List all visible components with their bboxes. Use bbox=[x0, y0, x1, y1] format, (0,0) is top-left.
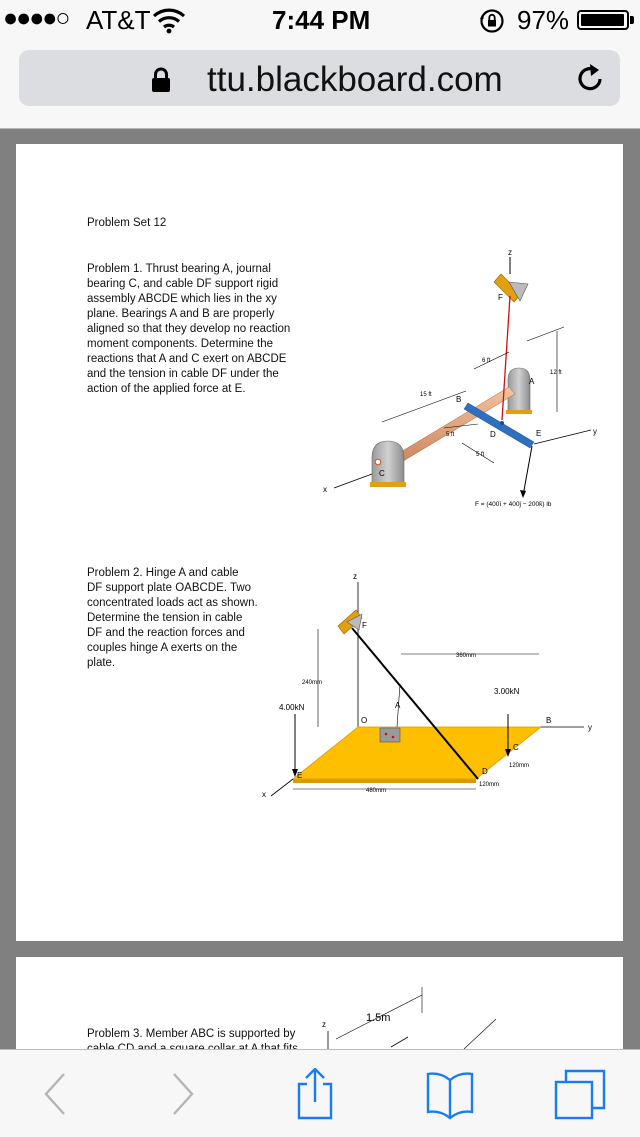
point-o-label: O bbox=[361, 716, 368, 725]
force-label: F = (400ī + 400ĵ − 200k̄) lb bbox=[475, 501, 552, 508]
point-d-label: D bbox=[490, 430, 496, 439]
battery-icon bbox=[577, 10, 629, 30]
dim-120a-label: 120mm bbox=[509, 763, 530, 769]
problem-1-line: action of the applied force at E. bbox=[87, 383, 246, 395]
dim-line bbox=[464, 1019, 496, 1049]
point-e-label: E bbox=[297, 771, 303, 780]
problem-1-line: Problem 1. Thrust bearing A, journal bbox=[87, 263, 271, 275]
carrier-name: AT&T bbox=[86, 5, 151, 35]
problem-set-title: Problem Set 12 bbox=[87, 217, 167, 229]
dim-6ft bbox=[474, 352, 509, 369]
dim-5ft-a-label: 5 ft bbox=[446, 432, 455, 438]
problem-1-line: reactions that A and C exert on ABCDE bbox=[87, 353, 287, 365]
problem-2-line: DF support plate OABCDE. Two bbox=[87, 582, 252, 594]
hinge-bolt bbox=[385, 733, 388, 736]
dim-5ft-b-label: 5 ft bbox=[476, 452, 485, 458]
reload-icon[interactable] bbox=[574, 62, 608, 96]
problem-3-figure bbox=[16, 957, 623, 1049]
dim-line bbox=[527, 327, 564, 341]
status-bar bbox=[0, 0, 640, 40]
point-f-label: F bbox=[498, 293, 503, 302]
problem-1-line: plane. Bearings A and B are properly bbox=[87, 308, 275, 320]
bearing-a-base bbox=[506, 410, 532, 414]
problem-1-line: moment components. Determine the bbox=[87, 338, 274, 350]
problem-1-line: assembly ABCDE which lies in the xy bbox=[87, 293, 277, 305]
point-a-label: A bbox=[529, 377, 535, 386]
y-axis bbox=[534, 430, 591, 444]
point-c-label: C bbox=[513, 743, 519, 752]
problem-2-line: concentrated loads act as shown. bbox=[87, 597, 258, 609]
x-axis-label: x bbox=[262, 790, 266, 799]
problem-2-figure bbox=[16, 564, 623, 804]
document-page-2 bbox=[16, 957, 623, 1049]
point-c-label: C bbox=[379, 469, 385, 478]
clock: 7:44 PM bbox=[272, 5, 371, 35]
url-text: ttu.blackboard.com bbox=[207, 60, 503, 99]
problem-3-line: Problem 3. Member ABC is supported by bbox=[87, 1028, 296, 1040]
point-b-label: B bbox=[546, 716, 552, 725]
point-b-label: B bbox=[456, 395, 462, 404]
z-axis-label: z bbox=[322, 1020, 326, 1029]
hinge-a bbox=[380, 728, 400, 742]
dim-12ft-label: 12 ft bbox=[550, 370, 562, 376]
battery-fill bbox=[581, 14, 624, 26]
tabs-button[interactable] bbox=[552, 1068, 612, 1120]
bookmarks-button[interactable] bbox=[420, 1068, 480, 1120]
dim-6ft-label: 6 ft bbox=[482, 358, 491, 364]
problem-2-line: couples hinge A exerts on the bbox=[87, 642, 238, 654]
x-axis bbox=[271, 779, 293, 796]
problem-1-line: bearing C, and cable DF support rigid bbox=[87, 278, 279, 290]
y-axis-label: y bbox=[593, 427, 597, 436]
dim-360-label: 360mm bbox=[456, 653, 477, 659]
problem-1-figure bbox=[16, 144, 623, 544]
problem-2-line: plate. bbox=[87, 657, 116, 669]
dim-240-label: 240mm bbox=[302, 680, 323, 686]
browser-toolbar bbox=[0, 1049, 640, 1137]
dim-120b-label: 120mm bbox=[479, 782, 500, 788]
hinge-bolt bbox=[392, 736, 395, 739]
point-d bbox=[500, 421, 504, 425]
point-e-label: E bbox=[536, 429, 542, 438]
joint-circle bbox=[375, 459, 381, 465]
x-axis bbox=[334, 474, 372, 488]
orientation-lock-icon bbox=[479, 8, 505, 34]
battery-tip bbox=[630, 16, 634, 24]
share-button[interactable] bbox=[285, 1068, 345, 1120]
wifi-icon bbox=[152, 6, 186, 34]
forward-button[interactable] bbox=[152, 1068, 212, 1120]
x-axis-label: x bbox=[323, 485, 327, 494]
force-arrow bbox=[523, 446, 532, 496]
lock-icon bbox=[151, 67, 171, 93]
dim-15ft-label: 15 ft bbox=[420, 392, 432, 398]
url-field[interactable] bbox=[19, 50, 620, 106]
address-bar bbox=[0, 40, 640, 129]
back-button[interactable] bbox=[26, 1068, 86, 1120]
problem-1-line: and the tension in cable DF under the bbox=[87, 368, 279, 380]
load-1-label: 4.00kN bbox=[279, 703, 305, 712]
point-a-label: A bbox=[395, 701, 401, 710]
dim-480-label: 480mm bbox=[366, 788, 387, 794]
battery-percent: 97% bbox=[517, 5, 570, 35]
problem-2-line: Determine the tension in cable bbox=[87, 612, 243, 624]
force-arrowhead bbox=[520, 490, 526, 498]
dim-1-5m-label: 1.5m bbox=[366, 1012, 391, 1024]
point-f-label: F bbox=[362, 621, 367, 630]
load-2-label: 3.00kN bbox=[494, 687, 520, 696]
problem-2-line: Problem 2. Hinge A and cable bbox=[87, 567, 239, 579]
signal-strength: ●●●●○ bbox=[3, 4, 69, 32]
plate bbox=[293, 727, 541, 779]
z-axis-label: z bbox=[353, 572, 357, 581]
problem-1-line: aligned so that they develop no reaction bbox=[87, 323, 291, 335]
point-d-label: D bbox=[482, 767, 488, 776]
problem-2-line: DF and the reaction forces and bbox=[87, 627, 245, 639]
bearing-c-base bbox=[370, 482, 406, 487]
plate-edge bbox=[293, 779, 476, 783]
y-axis-label: y bbox=[588, 723, 592, 732]
document-page-1 bbox=[16, 144, 623, 941]
wall-hatch bbox=[391, 1037, 408, 1047]
z-axis-label: z bbox=[508, 248, 512, 257]
